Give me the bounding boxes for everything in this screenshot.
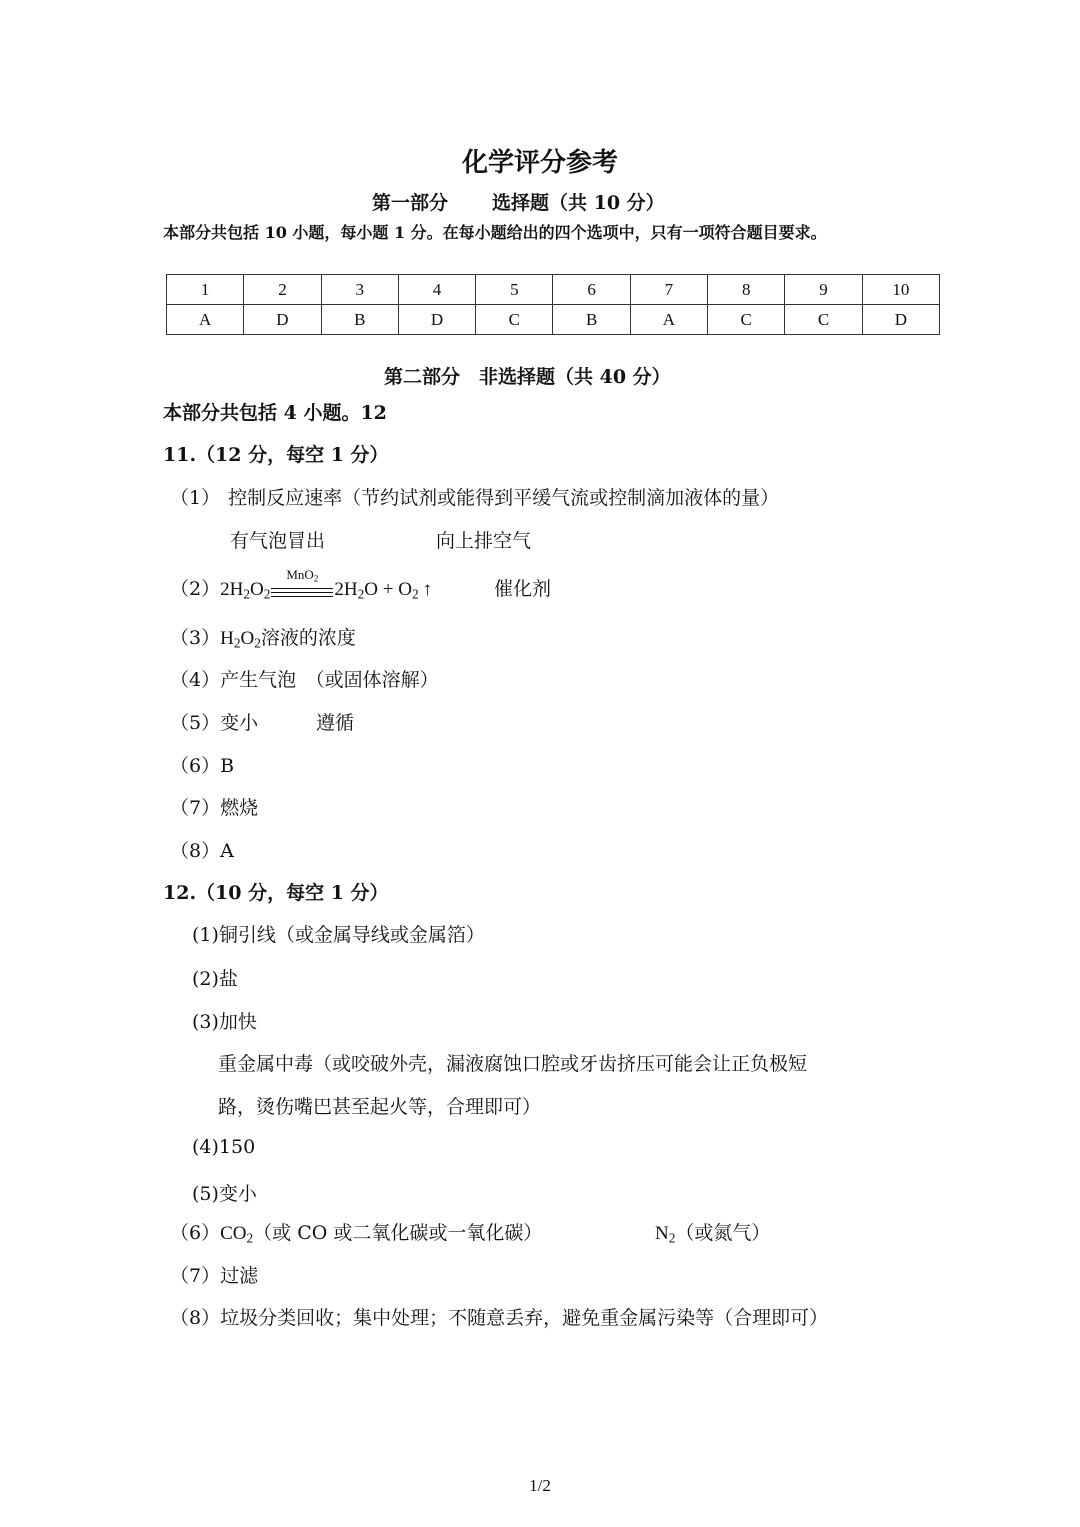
eq-reactant-o: O (249, 579, 264, 600)
answer-cell: D (862, 305, 939, 335)
question-number-cell: 3 (321, 275, 398, 305)
answer-cell: D (244, 305, 321, 335)
part1-heading-label: 第一部分 (372, 192, 449, 214)
answer-cell: C (708, 305, 785, 335)
eq-subscript: 2 (263, 586, 271, 602)
q12-answer-8: （8）垃圾分类回收；集中处理；不随意丢弃，避免重金属污染等（合理即可） (170, 1307, 829, 1329)
answer-cell: B (321, 305, 398, 335)
q11-answer-3-number: （3） (170, 627, 221, 649)
formula-subscript: 2 (254, 635, 261, 651)
part1-heading (372, 188, 665, 215)
q11-answer-4: （4）产生气泡 （或固体溶解） (170, 669, 439, 691)
answer-cell: C (476, 305, 553, 335)
q11-answer-7: （7）燃烧 (170, 797, 259, 819)
formula-part: O (240, 628, 255, 649)
formula-part: H (220, 628, 234, 649)
q12-answer-3b-line2: 路，烫伤嘴巴甚至起火等，合理即可） (218, 1096, 542, 1118)
catalyst-formula: MnO (286, 566, 314, 582)
answer-cell: A (167, 305, 244, 335)
q12-answer-3: (3)加快 (192, 1011, 257, 1033)
answer-table-number-row (167, 275, 940, 305)
q12-answer-1: (1)铜引线（或金属导线或金属箔） (192, 924, 485, 946)
question-number-cell: 1 (167, 275, 244, 305)
q11-answer-5a: 变小 (220, 712, 259, 734)
q11-answer-8: （8）A (170, 840, 234, 862)
q11-answer-3 (170, 623, 356, 651)
catalyst-label (271, 567, 333, 583)
question-number-cell: 10 (862, 275, 939, 305)
q11-answer-2b: 催化剂 (494, 578, 552, 600)
part1-intro: 本部分共包括 10 小题，每小题 1 分。在每小题给出的四个选项中，只有一项符合题目要求。 (163, 223, 827, 242)
eq-subscript: 2 (243, 586, 250, 602)
q11-header: 11.（12 分，每空 1 分） (163, 444, 389, 466)
q12-answer-2: (2)盐 (192, 968, 238, 990)
q11-answer-5 (170, 708, 258, 735)
catalyst-subscript: 2 (313, 572, 319, 583)
chemical-equation (220, 566, 433, 602)
page-title: 化学评分参考 (461, 148, 618, 178)
answer-cell: C (785, 305, 862, 335)
q12-answer-6b-text: （或氮气） (675, 1222, 771, 1244)
question-number-cell: 7 (630, 275, 707, 305)
eq-product: 2H (334, 579, 358, 600)
q12-answer-6 (170, 1218, 542, 1246)
q12-answer-3b-line1: 重金属中毒（或咬破外壳，漏液腐蚀口腔或牙齿挤压可能会让正负极短 (218, 1053, 808, 1075)
q12-header: 12.（10 分，每空 1 分） (163, 882, 389, 904)
part2-intro: 本部分共包括 4 小题。12 (163, 402, 387, 424)
answer-table (166, 274, 940, 335)
eq-subscript: 2 (357, 586, 365, 602)
formula-part: CO (220, 1223, 247, 1244)
q12-answer-5: (5)变小 (192, 1183, 257, 1205)
answer-table-answer-row (167, 305, 940, 335)
page-number: 1/2 (529, 1476, 551, 1495)
formula-subscript: 2 (233, 635, 241, 651)
answer-cell: B (553, 305, 630, 335)
eq-reactant: 2H (220, 579, 244, 600)
question-number-cell: 4 (398, 275, 475, 305)
q11-answer-1-text: 控制反应速率（节约试剂或能得到平缓气流或控制滴加液体的量） (228, 487, 780, 509)
answer-cell: A (630, 305, 707, 335)
answer-cell: D (398, 305, 475, 335)
gas-arrow-icon: ↑ (422, 579, 433, 600)
formula-subscript: 2 (246, 1230, 254, 1246)
question-number-cell: 6 (553, 275, 630, 305)
q12-answer-6-number: （6） (170, 1222, 221, 1244)
q11-answer-2 (170, 566, 433, 602)
question-number-cell: 2 (244, 275, 321, 305)
part2-heading: 第二部分 非选择题（共 40 分） (384, 366, 671, 388)
q11-answer-2-number: （2） (170, 578, 221, 600)
question-number-cell: 5 (476, 275, 553, 305)
eq-subscript: 2 (411, 586, 419, 602)
formula-part: N (655, 1223, 669, 1244)
q12-answer-7: （7）过滤 (170, 1265, 259, 1287)
question-number-cell: 9 (785, 275, 862, 305)
q12-answer-6-text: （或 CO 或二氧化碳或一氧化碳） (253, 1222, 543, 1244)
q11-answer-1b: 有气泡冒出 (230, 530, 326, 552)
q11-answer-6: （6）B (170, 755, 235, 777)
q11-answer-1c: 向上排空气 (436, 530, 532, 552)
q11-answer-3-text: 溶液的浓度 (260, 627, 356, 649)
formula-subscript: 2 (668, 1230, 676, 1246)
q11-answer-1-number: （1） (170, 487, 221, 509)
part1-heading-desc: 选择题（共 10 分） (492, 192, 665, 214)
q11-answer-1 (170, 483, 779, 510)
q12-answer-6b (655, 1218, 770, 1246)
q12-answer-4: (4)150 (192, 1136, 256, 1158)
eq-product-2: O + O (364, 579, 412, 600)
question-number-cell: 8 (708, 275, 785, 305)
q11-answer-5-number: （5） (170, 712, 221, 734)
equals-condition-sign (271, 566, 333, 601)
q11-answer-5b: 遵循 (316, 712, 355, 734)
